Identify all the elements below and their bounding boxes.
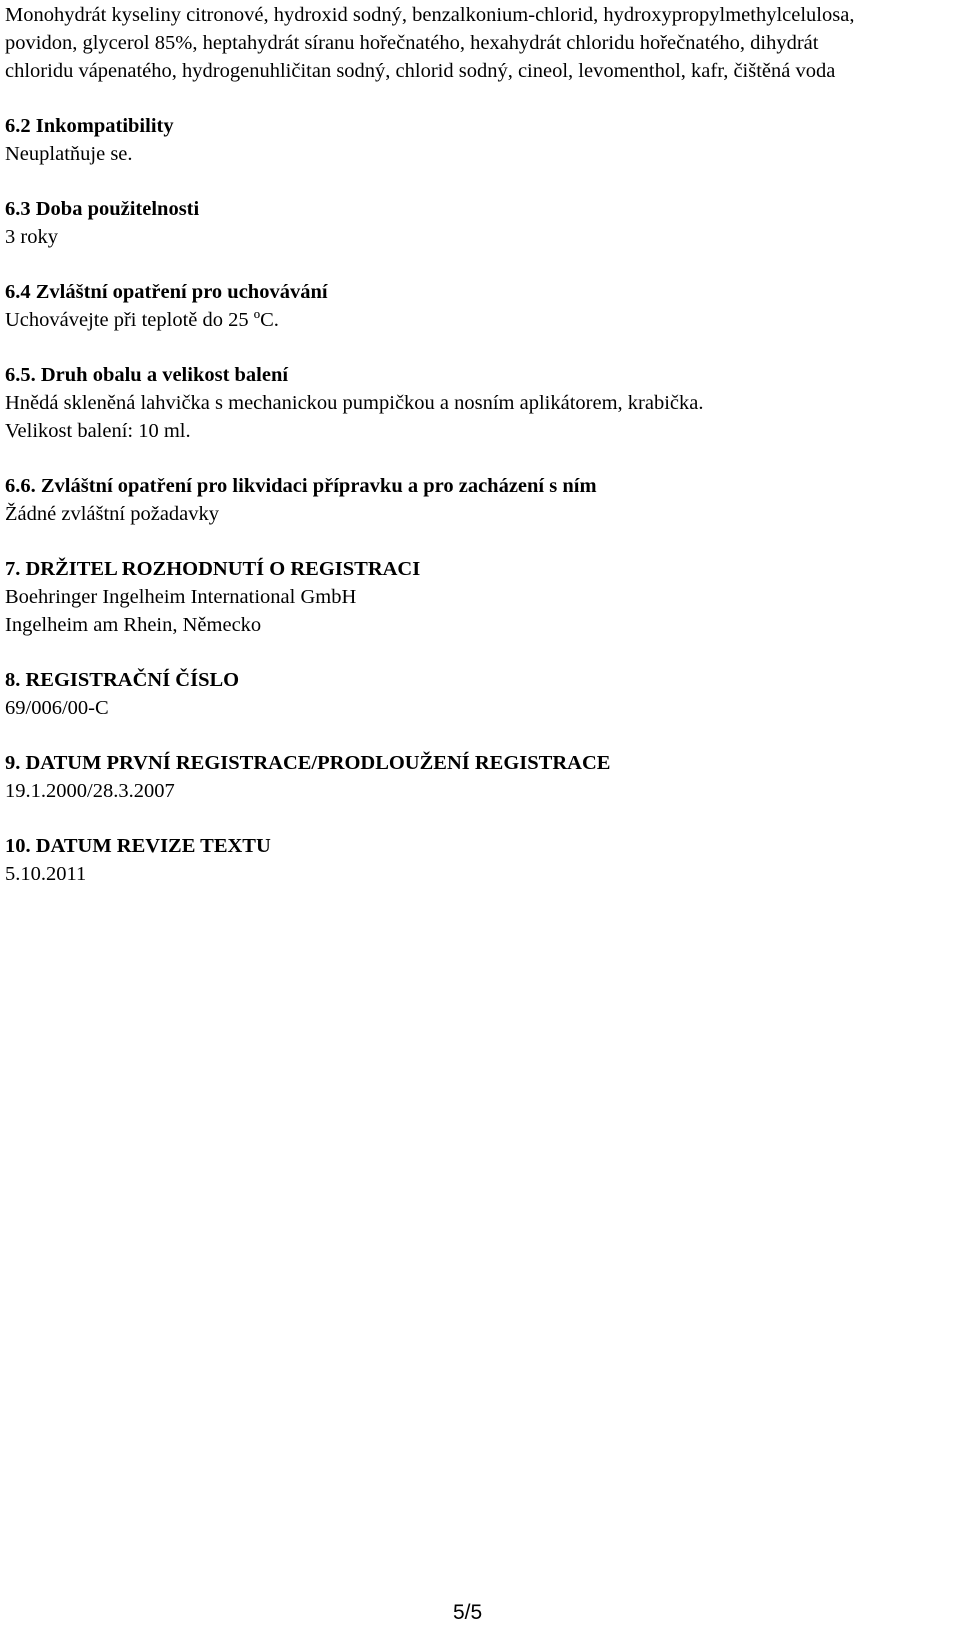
composition-paragraph bbox=[5, 1, 955, 85]
section-storage bbox=[5, 278, 955, 334]
section-heading: 6.6. Zvláštní opatření pro likvidaci přípravku a pro zacházení s ním bbox=[5, 475, 597, 497]
page-number: 5/5 bbox=[453, 1601, 483, 1624]
section-text: 3 roky bbox=[5, 226, 58, 248]
section-text: Boehringer Ingelheim International GmbH bbox=[5, 586, 357, 608]
section-heading: 10. DATUM REVIZE TEXTU bbox=[5, 835, 271, 857]
section-incompatibilities bbox=[5, 112, 955, 168]
composition-line: povidon, glycerol 85%, heptahydrát síranu hořečnatého, hexahydrát chloridu hořečnatého, dihydrát bbox=[5, 32, 819, 54]
section-shelf-life bbox=[5, 195, 955, 251]
composition-line: chloridu vápenatého, hydrogenuhličitan sodný, chlorid sodný, cineol, levomenthol, kafr, čištěná voda bbox=[5, 60, 836, 82]
section-registration-date bbox=[5, 749, 955, 805]
composition-line: Monohydrát kyseliny citronové, hydroxid sodný, benzalkonium-chlorid, hydroxypropylmethylcelulosa, bbox=[5, 4, 855, 26]
section-text: Neuplatňuje se. bbox=[5, 143, 133, 165]
section-text: Ingelheim am Rhein, Německo bbox=[5, 614, 262, 636]
section-marketing-holder bbox=[5, 555, 955, 639]
document-page bbox=[5, 1, 955, 888]
section-text: Uchovávejte při teplotě do 25 ºC. bbox=[5, 309, 279, 331]
section-text: Velikost balení: 10 ml. bbox=[5, 420, 191, 442]
section-heading: 6.5. Druh obalu a velikost balení bbox=[5, 364, 289, 386]
section-text: Hnědá skleněná lahvička s mechanickou pumpičkou a nosním aplikátorem, krabička. bbox=[5, 392, 704, 414]
section-text: 69/006/00-C bbox=[5, 697, 109, 719]
section-heading: 6.2 Inkompatibility bbox=[5, 115, 174, 137]
section-heading: 7. DRŽITEL ROZHODNUTÍ O REGISTRACI bbox=[5, 558, 421, 580]
section-text: 19.1.2000/28.3.2007 bbox=[5, 780, 175, 802]
section-heading: 9. DATUM PRVNÍ REGISTRACE/PRODLOUŽENÍ REGISTRACE bbox=[5, 752, 611, 774]
section-heading: 6.3 Doba použitelnosti bbox=[5, 198, 200, 220]
section-revision-date bbox=[5, 832, 955, 888]
section-packaging bbox=[5, 361, 955, 445]
section-registration-number bbox=[5, 666, 955, 722]
section-text: Žádné zvláštní požadavky bbox=[5, 503, 220, 525]
section-heading: 8. REGISTRAČNÍ ČÍSLO bbox=[5, 669, 240, 691]
section-disposal bbox=[5, 472, 955, 528]
section-heading: 6.4 Zvláštní opatření pro uchovávání bbox=[5, 281, 328, 303]
section-text: 5.10.2011 bbox=[5, 863, 87, 885]
